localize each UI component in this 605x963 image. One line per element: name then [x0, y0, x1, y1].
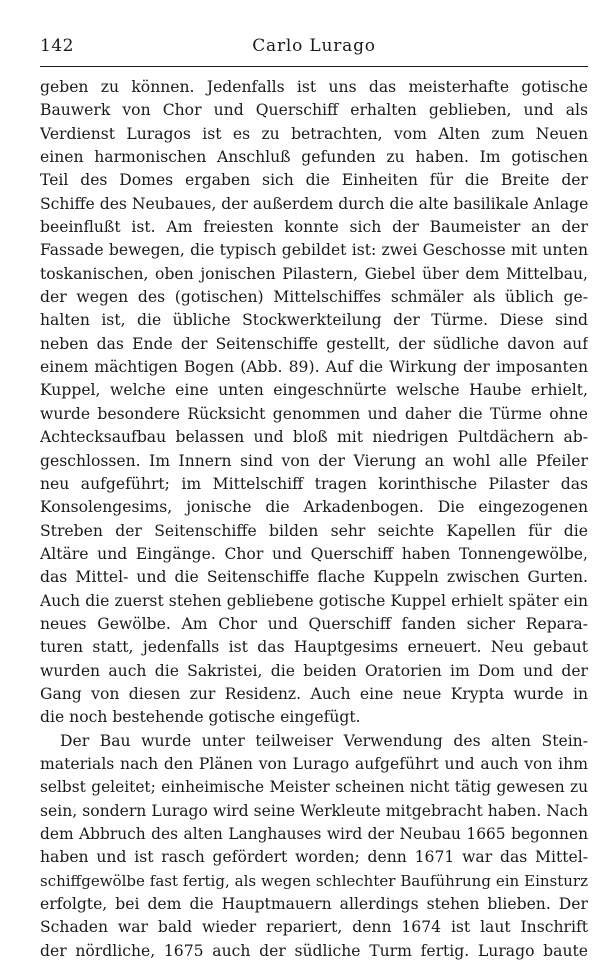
paragraph-end-line: die noch bestehende gotische eingefügt.: [40, 708, 361, 727]
text-line: toskanischen, oben jonischen Pilastern, Giebel über dem Mittelbau,: [40, 264, 588, 283]
text-line: Altäre und Eingänge. Chor und Querschiff haben Tonnengewölbe,: [40, 544, 588, 563]
page-header: [40, 36, 588, 62]
text-line: sein, sondern Lurago wird seine Werkleute mitgebracht haben. Nach: [40, 801, 588, 820]
text-line: neben das Ende der Seitenschiffe gestellt, der südliche davon auf: [40, 334, 588, 353]
text-line: wurde besondere Rücksicht genommen und daher die Türme ohne: [40, 404, 588, 423]
running-title: Carlo Lurago: [252, 36, 376, 56]
text-line: neu aufgeführt; im Mittelschiff tragen korinthische Pilaster das: [40, 474, 588, 493]
text-line: Gang von diesen zur Residenz. Auch eine neue Krypta wurde in: [40, 684, 588, 703]
text-line: einem mächtigen Bogen (Abb. 89). Auf die Wirkung der imposanten: [40, 358, 588, 377]
text-line: materials nach den Plänen von Lurago aufgeführt und auch von ihm: [40, 754, 588, 773]
text-line: haben und ist rasch gefördert worden; denn 1671 war das Mittel-: [40, 848, 588, 867]
text-line: schiffgewölbe fast fertig, als wegen schlechter Bauführung ein Einsturz: [40, 871, 588, 890]
text-line: geben zu können. Jedenfalls ist uns das meisterhafte gotische: [40, 78, 588, 96]
text-line: neues Gewölbe. Am Chor und Querschiff fanden sicher Repara-: [40, 614, 588, 633]
text-line: Fassade bewegen, die typisch gebildet ist: zwei Geschosse mit unten: [40, 241, 588, 260]
text-line: einen harmonischen Anschluß gefunden zu haben. Im gotischen: [40, 148, 588, 167]
text-line: dem Abbruch des alten Langhauses wird der Neubau 1665 begonnen: [40, 825, 588, 843]
text-line: Auch die zuerst stehen gebliebene gotische Kuppel erhielt später ein: [40, 591, 588, 610]
text-line: Kuppel, welche eine unten eingeschnürte welsche Haube erhielt,: [40, 381, 588, 400]
text-line: Streben der Seitenschiffe bilden sehr seichte Kapellen für die: [40, 521, 588, 540]
text-line: selbst geleitet; einheimische Meister scheinen nicht tätig gewesen zu: [40, 778, 588, 797]
text-line: Bauwerk von Chor und Querschiff erhalten geblieben, und als: [40, 101, 588, 120]
header-rule: [40, 66, 588, 67]
text-line: erfolgte, bei dem die Hauptmauern allerdings stehen blieben. Der: [40, 895, 588, 914]
body-text: [40, 76, 588, 963]
paragraph-start-line: Der Bau wurde unter teilweiser Verwendung des alten Stein-: [60, 731, 588, 750]
text-line: Schiffe des Neubaues, der außerdem durch die alte basilikale Anlage: [40, 194, 588, 213]
page-number: 142: [40, 36, 74, 56]
text-line: Konsolengesims, jonische die Arkadenbogen. Die eingezogenen: [40, 498, 588, 517]
text-line: beeinflußt ist. Am freiesten konnte sich der Baumeister an der: [40, 218, 588, 237]
text-line: wurden auch die Sakristei, die beiden Oratorien im Dom und der: [40, 661, 588, 680]
text-line: der wegen des (gotischen) Mittelschiffes schmäler als üblich ge-: [40, 288, 588, 307]
text-line: Achtecksaufbau belassen und bloß mit niedrigen Pultdächern ab-: [40, 428, 588, 447]
text-line: halten ist, die übliche Stockwerkteilung der Türme. Diese sind: [40, 311, 588, 330]
text-line: Teil des Domes ergaben sich die Einheiten für die Breite der: [40, 171, 588, 190]
text-line: Verdienst Luragos ist es zu betrachten, vom Alten zum Neuen: [40, 124, 588, 143]
text-line: turen statt, jedenfalls ist das Hauptgesims erneuert. Neu gebaut: [40, 638, 588, 657]
text-line: das Mittel- und die Seitenschiffe flache Kuppeln zwischen Gurten.: [40, 568, 588, 587]
text-line: der nördliche, 1675 auch der südliche Turm fertig. Lurago baute: [40, 941, 588, 960]
text-line: Schaden war bald wieder repariert, denn 1674 ist laut Inschrift: [40, 918, 588, 937]
text-line: geschlossen. Im Innern sind von der Vierung an wohl alle Pfeiler: [40, 451, 588, 470]
